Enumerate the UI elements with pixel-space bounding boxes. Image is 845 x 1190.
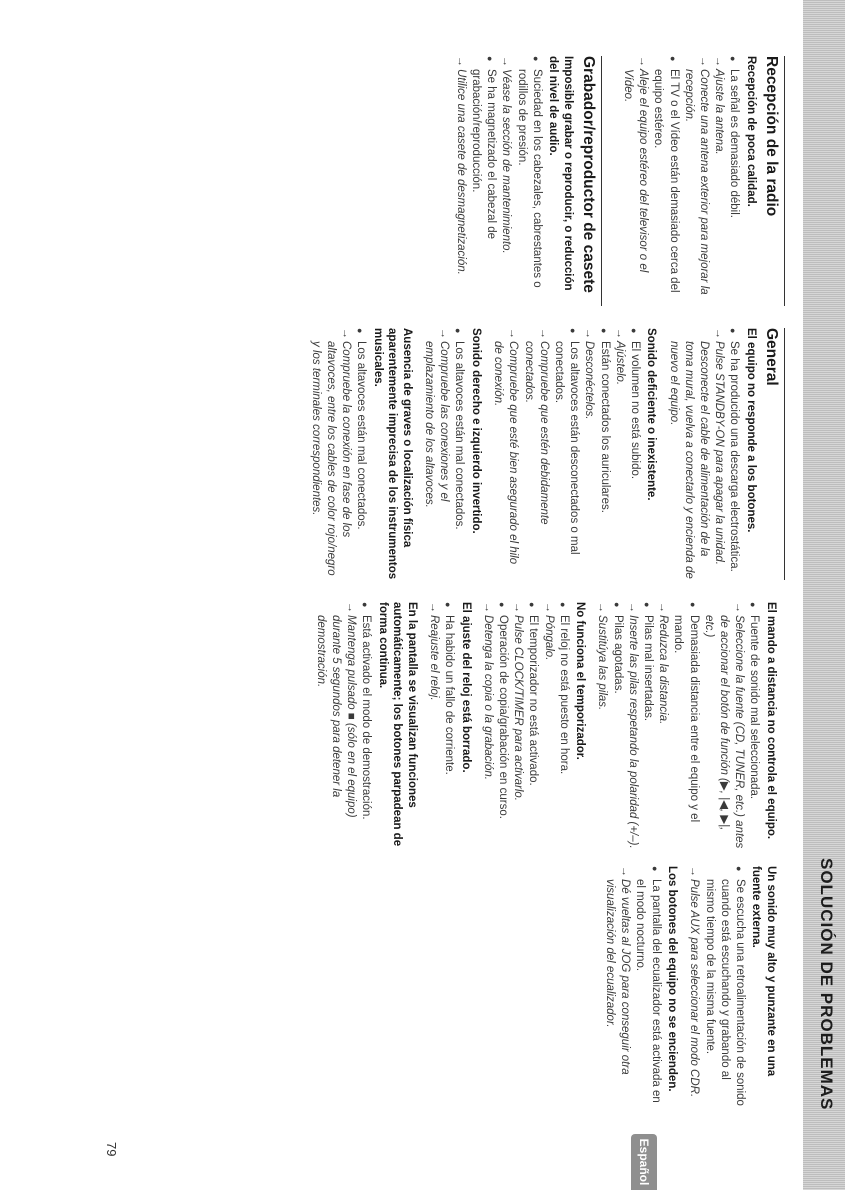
remedy-text: → Compruebe las conexiones y el emplazamiento de los altavoces. <box>421 328 451 580</box>
cause-text: ● Se ha magnetizado el cabezal de grabación/reproducción. <box>468 56 498 306</box>
problem-heading: Sonido deficiente o inexistente. <box>645 328 658 501</box>
cause-text: ● La señal es demasiado débil. <box>726 56 741 306</box>
problem-heading: Recepción de poca calidad. <box>745 56 757 207</box>
column-2 <box>308 328 785 580</box>
problem-heading: El mando a distancia no controla el equipo. <box>765 602 777 840</box>
problem-heading: El ajuste del reloj está borrado. <box>459 602 472 773</box>
cause-text: ● Ha habido un fallo de corriente. <box>441 602 456 850</box>
cause-text: ● Los altavoces están desconectados o mal conectados. <box>551 328 581 580</box>
remedy-text: → Reajuste el reloj. <box>426 602 441 850</box>
remedy-text: → Seleccione la fuente (CD, TUNER, etc.) antes de accionar el botón de función (▶, |◀, ▶|, etc.) <box>701 602 747 850</box>
cause-text: ● Los altavoces están mal conectados. <box>353 328 368 580</box>
cause-text: ● Se ha producido una descarga electrostática. <box>726 328 741 580</box>
remedy-text: → Pulse AUX para seleccionar el modo CDR. <box>686 866 701 1112</box>
column-4 <box>602 866 785 1112</box>
problem-heading: Un sonido muy alto y punzante en una fuente externa. <box>750 866 777 1077</box>
remedy-text: → Inserte las pilas respetando la polaridad (+/–). <box>625 602 640 850</box>
problem-heading: En la pantalla se visualizan funciones automáticamente; los botones parpadean de forma continua. <box>376 602 418 847</box>
cause-text: ● Pilas agotadas. <box>609 602 624 850</box>
section-heading: General <box>762 328 785 580</box>
remedy-text: → Véase la sección de mantenimiento. <box>498 56 513 306</box>
cause-text: ● El TV o el Vídeo están demasiado cerca del equipo estéreo. <box>650 56 680 306</box>
remedy-text: → Conecte una antena exterior para mejorar la recepción. <box>681 56 711 306</box>
problem-heading: Los botones del equipo no se encienden. <box>666 866 679 1092</box>
cause-text: ● Pilas mal insertadas. <box>640 602 655 850</box>
problem-heading: Imposible grabar o reproducir, o reducción del nivel de audio. <box>547 56 574 291</box>
remedy-text: → Póngalo. <box>540 602 555 850</box>
cause-text: ● Operación de copia/grabación en curso. <box>495 602 510 850</box>
section-heading: Recepción de la radio <box>762 56 785 306</box>
problem-heading: El equipo no responde a los botones. <box>745 328 757 533</box>
section-heading: Grabador/reproductor de casete <box>579 56 602 306</box>
cause-text: ● El volumen no está subido. <box>627 328 642 580</box>
remedy-text: → Compruebe que estén debidamente conectados. <box>520 328 550 580</box>
cause-text: ● El reloj no está puesto en hora. <box>556 602 571 850</box>
problem-heading: No funciona el temporizador. <box>574 602 587 760</box>
remedy-text: → Ajústelo. <box>612 328 627 580</box>
remedy-text: → Utilice una casete de desmagnetización. <box>453 56 468 306</box>
remedy-text: → Dé vueltas al JOG para conseguir otra visualización del ecualizador. <box>602 866 632 1112</box>
remedy-text: → Desconéctelos. <box>581 328 596 580</box>
cause-text: ● El temporizador no está activado. <box>525 602 540 850</box>
remedy-text: → Aleje el equipo estéreo del televisor o el Vídeo. <box>620 56 650 306</box>
remedy-text: → Mantenga pulsado ■ (sólo en el equipo) durante 5 segundos para detener la demostración. <box>312 602 358 850</box>
cause-text: ● Suciedad en los cabezales, cabrestantes o rodillos de presión. <box>513 56 543 306</box>
column-3 <box>312 602 785 850</box>
remedy-text: → Compruebe la conexión en fase de los altavoces, entre los cables de color rojo/negro y los terminales correspondientes. <box>308 328 354 580</box>
page-number: 79 <box>104 1142 119 1157</box>
remedy-text: → Pulse STANDBY-ON para apagar la unidad. Desconecte el cable de alimentación de la toma mural, vuelva a conectarlo y encienda de nuevo el equipo. <box>665 328 726 580</box>
problem-heading: Ausencia de graves o localización física aparentemente imprecisa de los instrumentos musicales. <box>371 328 413 580</box>
cause-text: ● Fuente de sonido mal seleccionada. <box>746 602 761 850</box>
cause-text: ● Están conectados los auriculares. <box>596 328 611 580</box>
remedy-text: → Compruebe que esté bien asegurado el hilo de conexión. <box>490 328 520 580</box>
cause-text: ● Se escucha una retroalimentación de sonido cuando está escuchando y grabando al mismo tiempo de la misma fuente. <box>701 866 747 1112</box>
remedy-text: → Ajuste la antena. <box>711 56 726 306</box>
page-title: SOLUCIÓN DE PROBLEMAS <box>817 858 836 1111</box>
remedy-text: → Reduzca la distancia. <box>655 602 670 850</box>
language-tab: Español <box>631 1134 657 1190</box>
problem-heading: Sonido derecho e izquierdo invertido. <box>469 328 482 534</box>
cause-text: ● Los altavoces están mal conectados. <box>451 328 466 580</box>
remedy-text: → Detenga la copia o la grabación. <box>480 602 495 850</box>
remedy-text: → Sustitúya las pilas. <box>594 602 609 850</box>
cause-text: ● Demasiada distancia entre el equipo y el mando. <box>670 602 700 850</box>
cause-text: ● Está activado el modo de demostración. <box>358 602 373 850</box>
column-1 <box>453 56 785 306</box>
remedy-text: → Pulse CLOCK/TIMER para activarlo. <box>510 602 525 850</box>
cause-text: ● La pantalla del ecualizador está activada en el modo nocturno. <box>632 866 662 1112</box>
